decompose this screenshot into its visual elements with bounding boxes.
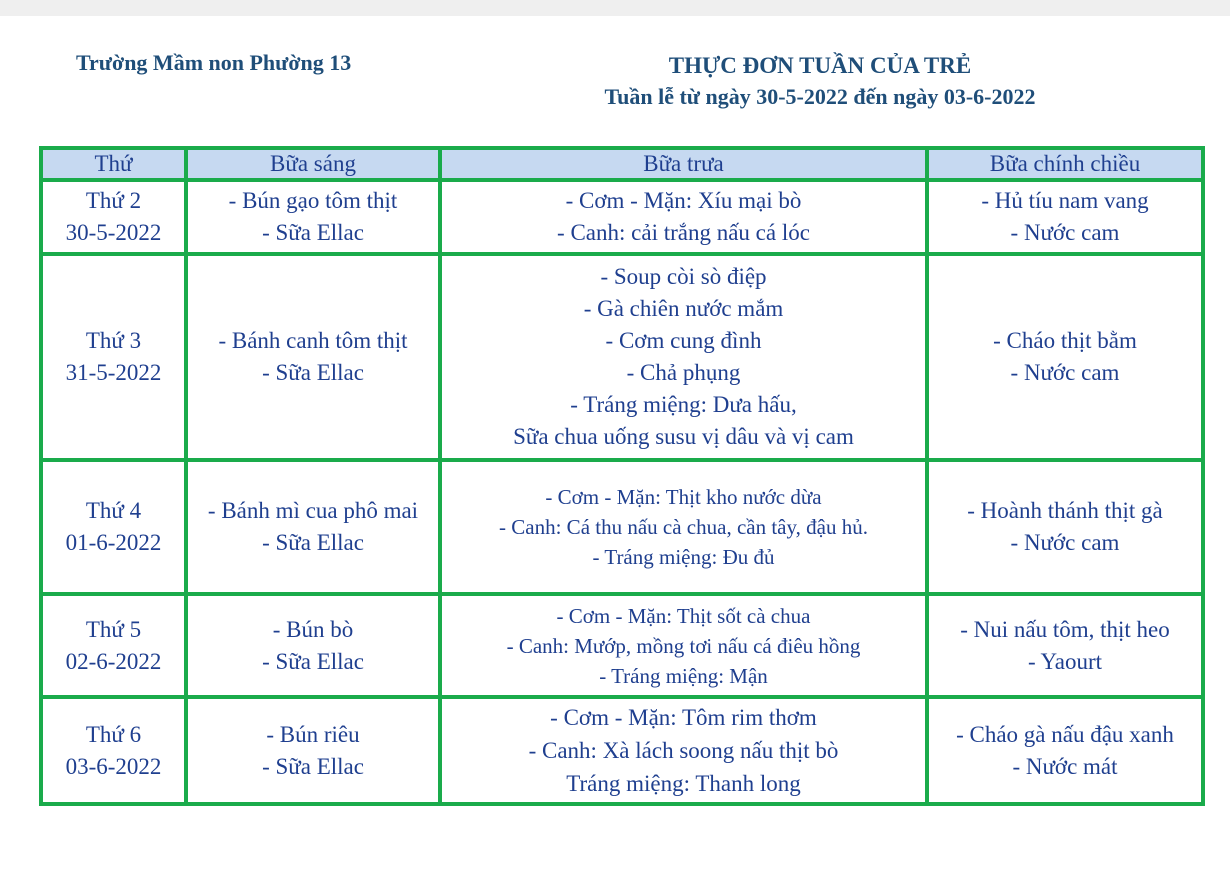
menu-item: - Cơm - Mặn: Tôm rim thơm xyxy=(550,705,817,730)
week-range: Tuần lễ từ ngày 30-5-2022 đến ngày 03-6-2022 xyxy=(604,84,1036,109)
table-row xyxy=(41,460,1203,594)
day-cell xyxy=(41,180,186,254)
menu-item: - Sữa Ellac xyxy=(262,753,364,779)
breakfast-cell xyxy=(186,697,440,804)
afternoon-cell xyxy=(927,460,1203,594)
menu-heading xyxy=(560,50,1080,112)
col-header-afternoon: Bữa chính chiều xyxy=(927,148,1203,180)
menu-item: - Gà chiên nước mắm xyxy=(583,296,784,321)
menu-item: - Cơm - Mặn: Thịt kho nước dừa xyxy=(545,485,822,509)
menu-item: - Bún bò xyxy=(272,616,354,642)
menu-item: - Bún gạo tôm thịt xyxy=(228,188,398,213)
menu-item: - Bánh canh tôm thịt xyxy=(218,328,408,353)
afternoon-cell xyxy=(927,594,1203,697)
menu-item: - Hoành thánh thịt gà xyxy=(967,498,1163,523)
day-label: Thứ 5 xyxy=(85,616,142,642)
afternoon-cell xyxy=(927,697,1203,804)
day-cell xyxy=(41,594,186,697)
menu-item: - Cháo gà nấu đậu xanh xyxy=(956,721,1174,747)
day-cell xyxy=(41,697,186,804)
menu-item: - Sữa Ellac xyxy=(262,648,364,674)
lunch-cell xyxy=(440,594,927,697)
afternoon-cell xyxy=(927,254,1203,460)
afternoon-cell xyxy=(927,180,1203,254)
menu-item: - Cơm cung đình xyxy=(605,328,762,353)
breakfast-cell xyxy=(186,460,440,594)
date-label: 03-6-2022 xyxy=(65,753,162,779)
menu-item: - Yaourt xyxy=(1027,648,1103,674)
day-cell xyxy=(41,460,186,594)
menu-item: - Sữa Ellac xyxy=(262,360,364,385)
lunch-cell xyxy=(440,697,927,804)
table-row xyxy=(41,180,1203,254)
lunch-cell xyxy=(440,254,927,460)
date-label: 30-5-2022 xyxy=(65,220,162,245)
menu-item: - Nước cam xyxy=(1010,530,1120,555)
menu-item: - Soup còi sò điệp xyxy=(600,264,767,289)
menu-item: - Cháo thịt bằm xyxy=(993,328,1137,353)
header-row xyxy=(41,148,1203,180)
menu-item: - Cơm - Mặn: Thịt sốt cà chua xyxy=(556,603,811,628)
day-cell xyxy=(41,254,186,460)
col-header-day: Thứ xyxy=(41,148,186,180)
weekly-menu-table xyxy=(39,146,1205,806)
table-row xyxy=(41,594,1203,697)
menu-item: - Nước cam xyxy=(1010,220,1120,245)
day-label: Thứ 2 xyxy=(85,188,142,213)
date-label: 01-6-2022 xyxy=(65,530,162,555)
menu-item: - Canh: Mướp, mồng tơi nấu cá điêu hồng xyxy=(506,633,861,658)
menu-item: - Cơm - Mặn: Xíu mại bò xyxy=(565,188,802,213)
menu-item: - Bánh mì cua phô mai xyxy=(207,498,419,523)
lunch-cell xyxy=(440,460,927,594)
page-title: THỰC ĐƠN TUẦN CỦA TRẺ xyxy=(668,53,972,78)
menu-item: - Canh: Cá thu nấu cà chua, cần tây, đậu hủ. xyxy=(499,515,868,539)
lunch-cell xyxy=(440,180,927,254)
col-header-lunch: Bữa trưa xyxy=(440,148,927,180)
menu-item: - Tráng miệng: Mận xyxy=(599,663,768,688)
breakfast-cell xyxy=(186,180,440,254)
breakfast-cell xyxy=(186,254,440,460)
breakfast-cell xyxy=(186,594,440,697)
top-strip xyxy=(0,0,1230,16)
school-name: Trường Mầm non Phường 13 xyxy=(76,50,352,75)
day-label: Thứ 6 xyxy=(85,721,142,747)
menu-item: - Canh: Xà lách soong nấu thịt bò xyxy=(528,738,839,763)
day-label: Thứ 3 xyxy=(85,328,142,353)
date-label: 02-6-2022 xyxy=(65,648,162,674)
menu-item: - Tráng miệng: Đu đủ xyxy=(592,545,775,569)
date-label: 31-5-2022 xyxy=(65,360,162,385)
menu-item: - Nước cam xyxy=(1010,360,1120,385)
menu-item: - Sữa Ellac xyxy=(262,220,364,245)
menu-item: - Nước mát xyxy=(1012,753,1118,779)
menu-item: - Tráng miệng: Dưa hấu, xyxy=(570,392,797,417)
menu-item: - Bún riêu xyxy=(266,721,360,747)
table-row xyxy=(41,697,1203,804)
menu-item: - Sữa Ellac xyxy=(262,530,364,555)
menu-item: Sữa chua uống susu vị dâu và vị cam xyxy=(513,424,854,449)
menu-item: - Chả phụng xyxy=(626,360,741,385)
menu-item: - Canh: cải trắng nấu cá lóc xyxy=(557,220,810,245)
menu-item: Tráng miệng: Thanh long xyxy=(566,771,801,796)
menu-item: - Hủ tíu nam vang xyxy=(981,188,1149,213)
menu-item: - Nui nấu tôm, thịt heo xyxy=(960,616,1170,642)
col-header-breakfast: Bữa sáng xyxy=(186,148,440,180)
table-row xyxy=(41,254,1203,460)
day-label: Thứ 4 xyxy=(85,498,142,523)
